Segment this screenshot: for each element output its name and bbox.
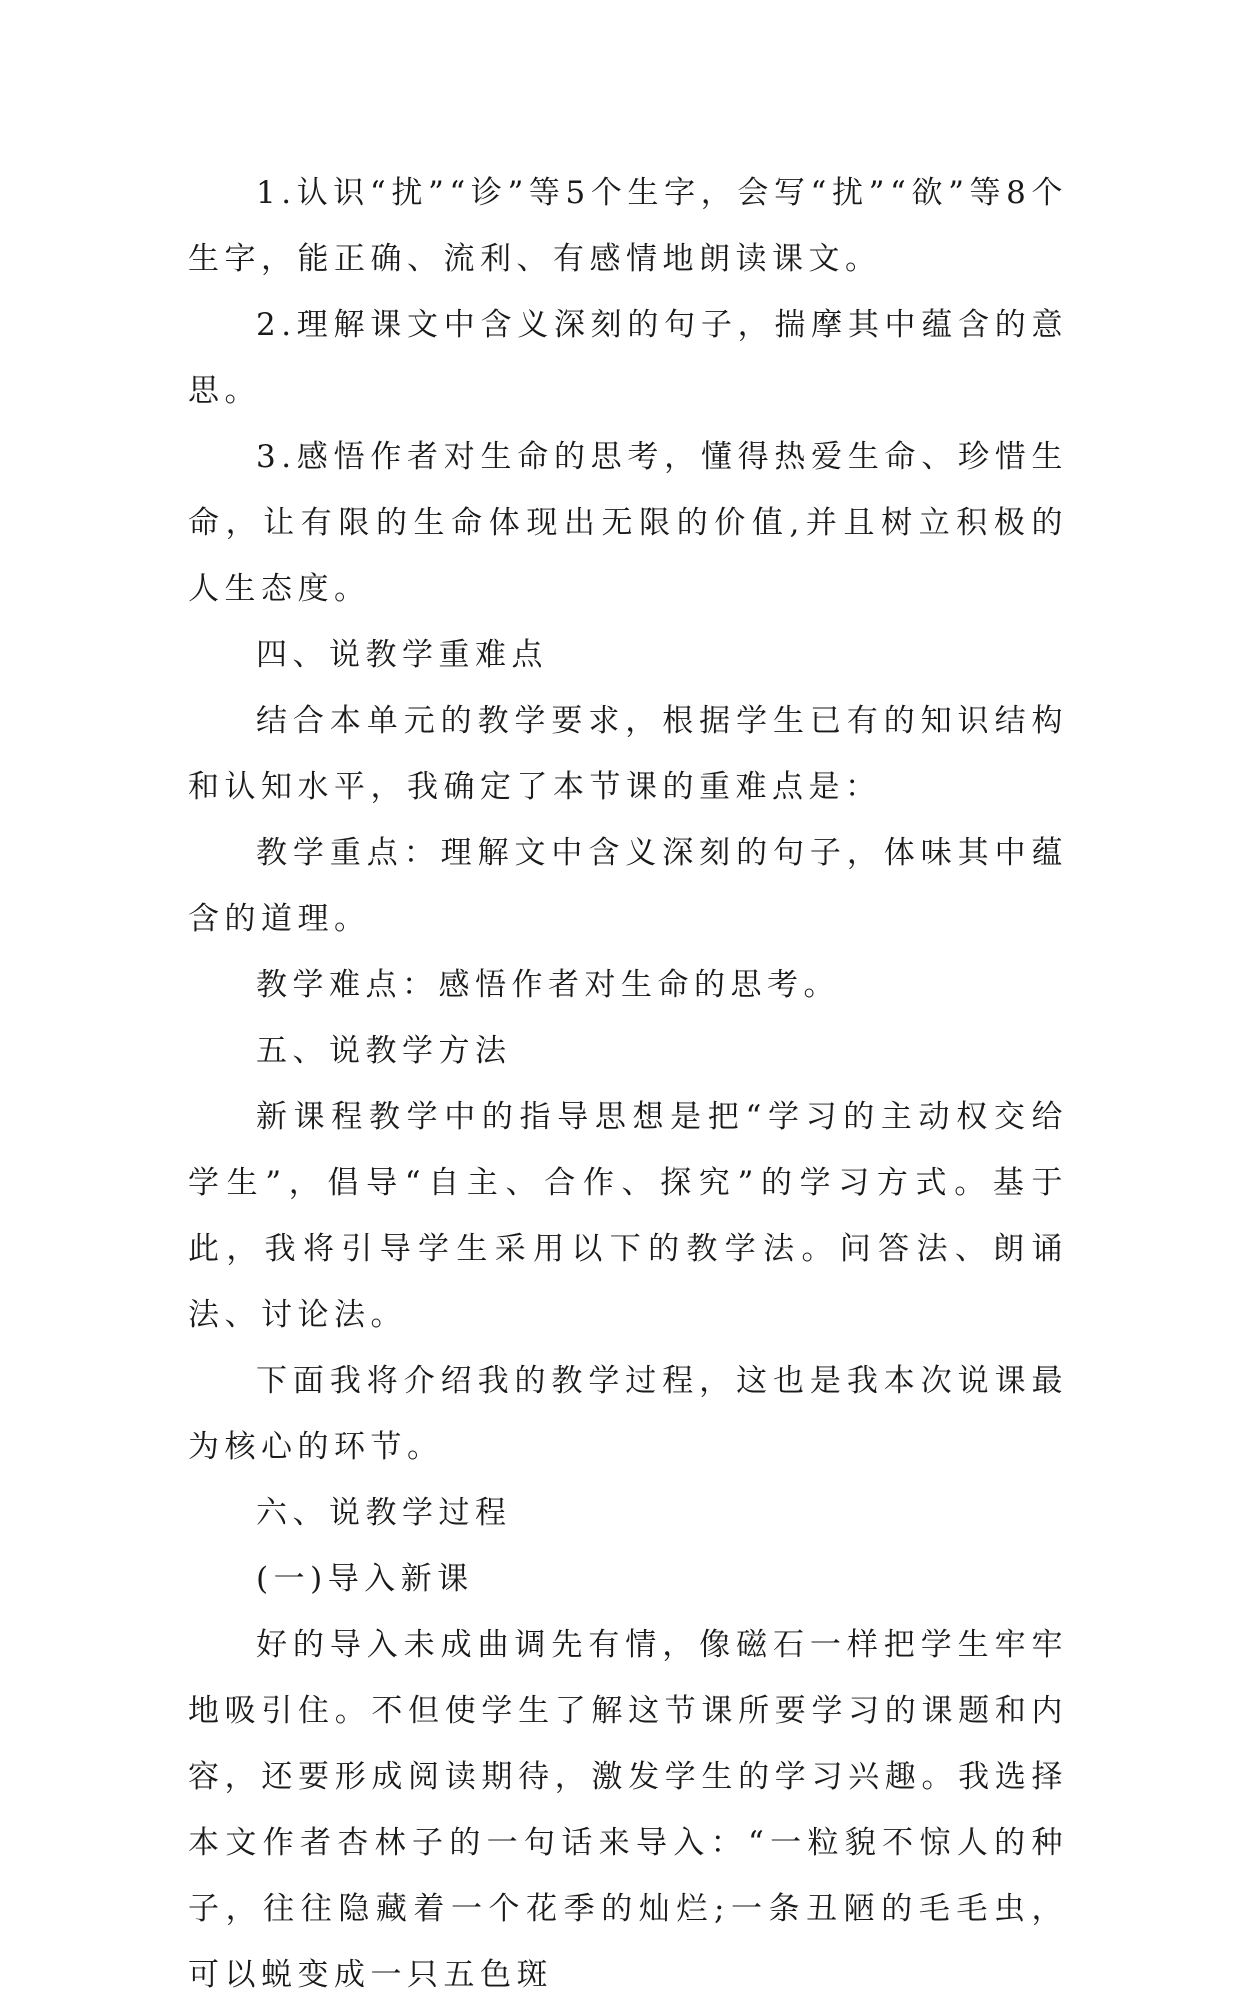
section-6-heading: 六、说教学过程 — [256, 1495, 512, 1531]
objective-3-paragraph: 3.感悟作者对生命的思考，懂得热爱生命、珍惜生命，让有限的生命体现出无限的价值,并且树立积极的人生态度。 — [188, 439, 1068, 607]
teaching-difficulty-paragraph: 教学难点：感悟作者对生命的思考。 — [256, 967, 840, 1003]
subsection-1-heading: (一)导入新课 — [256, 1561, 474, 1597]
key-points-intro-paragraph: 结合本单元的教学要求，根据学生已有的知识结构和认知水平，我确定了本节课的重难点是： — [188, 703, 1068, 805]
document-page — [188, 160, 1068, 2008]
objective-1-paragraph: 1.认识“扰”“诊”等5个生字，会写“扰”“欲”等8个生字，能正确、流利、有感情地朗读课文。 — [188, 175, 1068, 277]
teaching-focus-paragraph: 教学重点：理解文中含义深刻的句子，体味其中蕴含的道理。 — [188, 835, 1068, 937]
objective-2-paragraph: 2.理解课文中含义深刻的句子，揣摩其中蕴含的意思。 — [188, 307, 1068, 409]
process-intro-paragraph: 下面我将介绍我的教学过程，这也是我本次说课最为核心的环节。 — [188, 1363, 1068, 1465]
section-5-heading: 五、说教学方法 — [256, 1033, 512, 1069]
teaching-method-paragraph: 新课程教学中的指导思想是把“学习的主动权交给学生”，倡导“自主、合作、探究”的学习方式。基于此，我将引导学生采用以下的教学法。问答法、朗诵法、讨论法。 — [188, 1099, 1068, 1333]
introduction-paragraph: 好的导入未成曲调先有情，像磁石一样把学生牢牢地吸引住。不但使学生了解这节课所要学习的课题和内容，还要形成阅读期待，激发学生的学习兴趣。我选择本文作者杏林子的一句话来导入：“一粒貌不惊人的种子，往往隐藏着一个花季的灿烂;一条丑陋的毛毛虫，可以蜕变成一只五色斑 — [188, 1627, 1068, 1993]
section-4-heading: 四、说教学重难点 — [256, 637, 548, 673]
